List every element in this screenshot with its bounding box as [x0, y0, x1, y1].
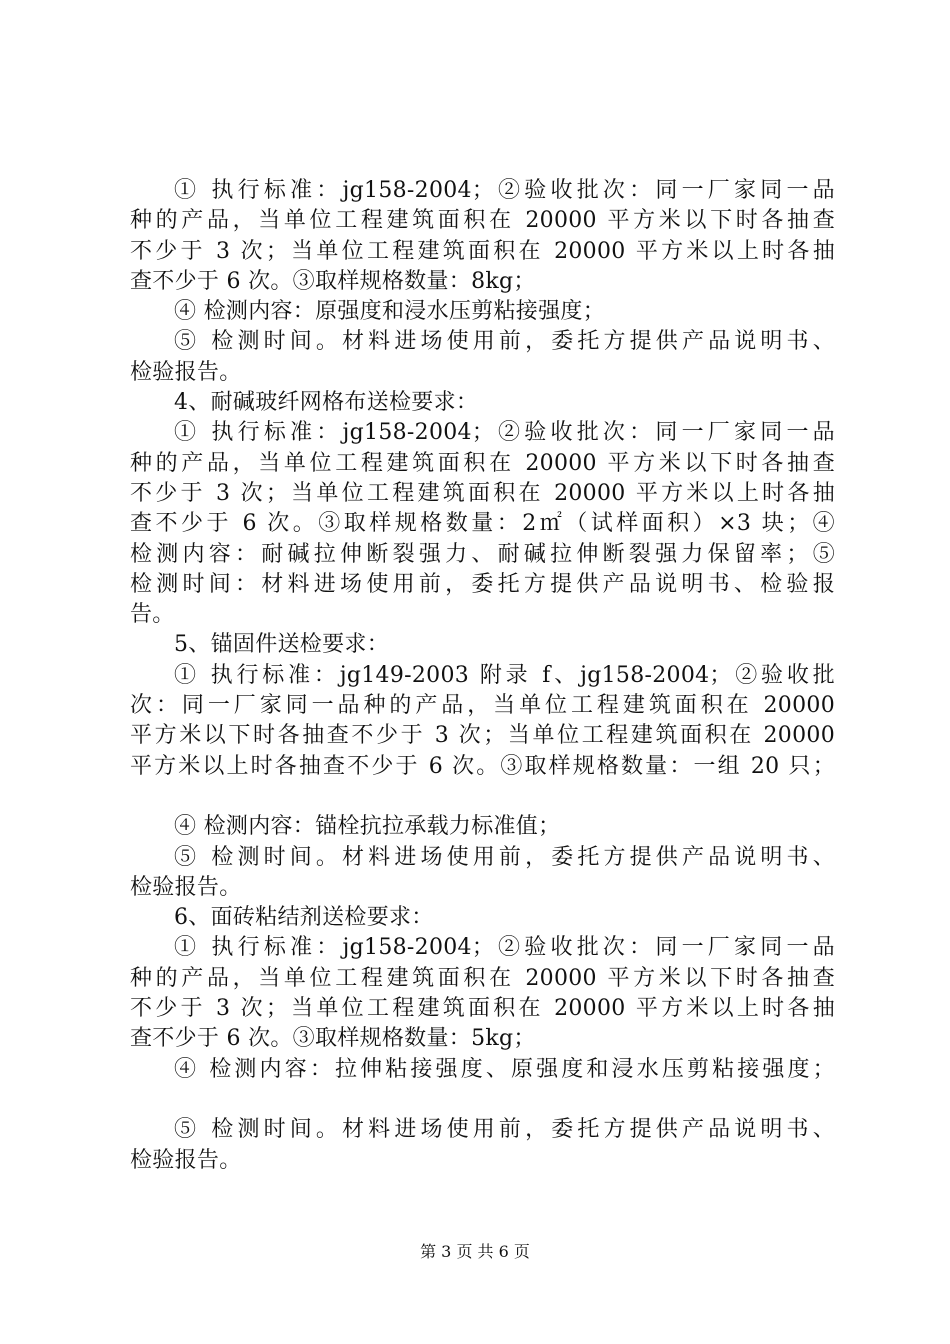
paragraph-line: 检测时间：材料进场使用前，委托方提供产品说明书、检验报	[130, 571, 835, 597]
paragraph-line: ⑤ 检测时间。材料进场使用前，委托方提供产品说明书、	[174, 844, 835, 870]
paragraph-line: 种的产品，当单位工程建筑面积在 20000 平方米以下时各抽查	[130, 450, 835, 476]
paragraph-line: 平方米以下时各抽查不少于 3 次；当单位工程建筑面积在 20000	[130, 723, 835, 749]
section-heading: 6、面砖粘结剂送检要求：	[174, 905, 434, 931]
paragraph-line: ④ 检测内容：原强度和浸水压剪粘接强度；	[174, 299, 605, 325]
paragraph-line: ① 执行标准：jg158-2004；②验收批次：同一厂家同一品	[174, 420, 835, 446]
paragraph-line: 查不少于 6 次。③取样规格数量：2㎡（试样面积）×3 块；④	[130, 511, 835, 537]
blank-line	[130, 782, 835, 812]
paragraph-line: 次：同一厂家同一品种的产品，当单位工程建筑面积在 20000	[130, 693, 835, 719]
paragraph-line: 不少于 3 次；当单位工程建筑面积在 20000 平方米以上时各抽	[130, 238, 835, 264]
paragraph-line: 种的产品，当单位工程建筑面积在 20000 平方米以下时各抽查	[130, 208, 835, 234]
paragraph-line: 告。	[130, 602, 175, 628]
paragraph-line: 查不少于 6 次。③取样规格数量：8kg；	[130, 268, 536, 294]
paragraph-line: 平方米以上时各抽查不少于 6 次。③取样规格数量：一组 20 只；	[130, 753, 835, 779]
paragraph-line: 查不少于 6 次。③取样规格数量：5kg；	[130, 1026, 536, 1052]
paragraph-line: ① 执行标准：jg149-2003 附录 f、jg158-2004；②验收批	[174, 662, 835, 688]
document-body	[130, 176, 835, 1176]
paragraph-line: 检测内容：耐碱拉伸断裂强力、耐碱拉伸断裂强力保留率；⑤	[130, 541, 835, 567]
paragraph-line: 不少于 3 次；当单位工程建筑面积在 20000 平方米以上时各抽	[130, 996, 835, 1022]
paragraph-line: 检验报告。	[130, 1147, 242, 1173]
paragraph-line: ⑤ 检测时间。材料进场使用前，委托方提供产品说明书、	[174, 329, 835, 355]
blank-line	[130, 1085, 835, 1115]
paragraph-line: ① 执行标准：jg158-2004；②验收批次：同一厂家同一品	[174, 935, 835, 961]
section-heading: 4、耐碱玻纤网格布送检要求：	[174, 390, 479, 416]
section-heading: 5、锚固件送检要求：	[174, 632, 389, 658]
paragraph-line: 不少于 3 次；当单位工程建筑面积在 20000 平方米以上时各抽	[130, 480, 835, 506]
paragraph-line: ④ 检测内容：锚栓抗拉承载力标准值；	[174, 814, 561, 840]
paragraph-line: ① 执行标准：jg158-2004；②验收批次：同一厂家同一品	[174, 178, 835, 203]
paragraph-line: ④ 检测内容：拉伸粘接强度、原强度和浸水压剪粘接强度；	[174, 1056, 835, 1082]
paragraph-line: ⑤ 检测时间。材料进场使用前，委托方提供产品说明书、	[174, 1117, 835, 1143]
page-number-footer: 第 3 页 共 6 页	[420, 1242, 530, 1261]
paragraph-line: 种的产品，当单位工程建筑面积在 20000 平方米以下时各抽查	[130, 965, 835, 991]
paragraph-line: 检验报告。	[130, 874, 242, 900]
paragraph-line: 检验报告。	[130, 359, 242, 385]
